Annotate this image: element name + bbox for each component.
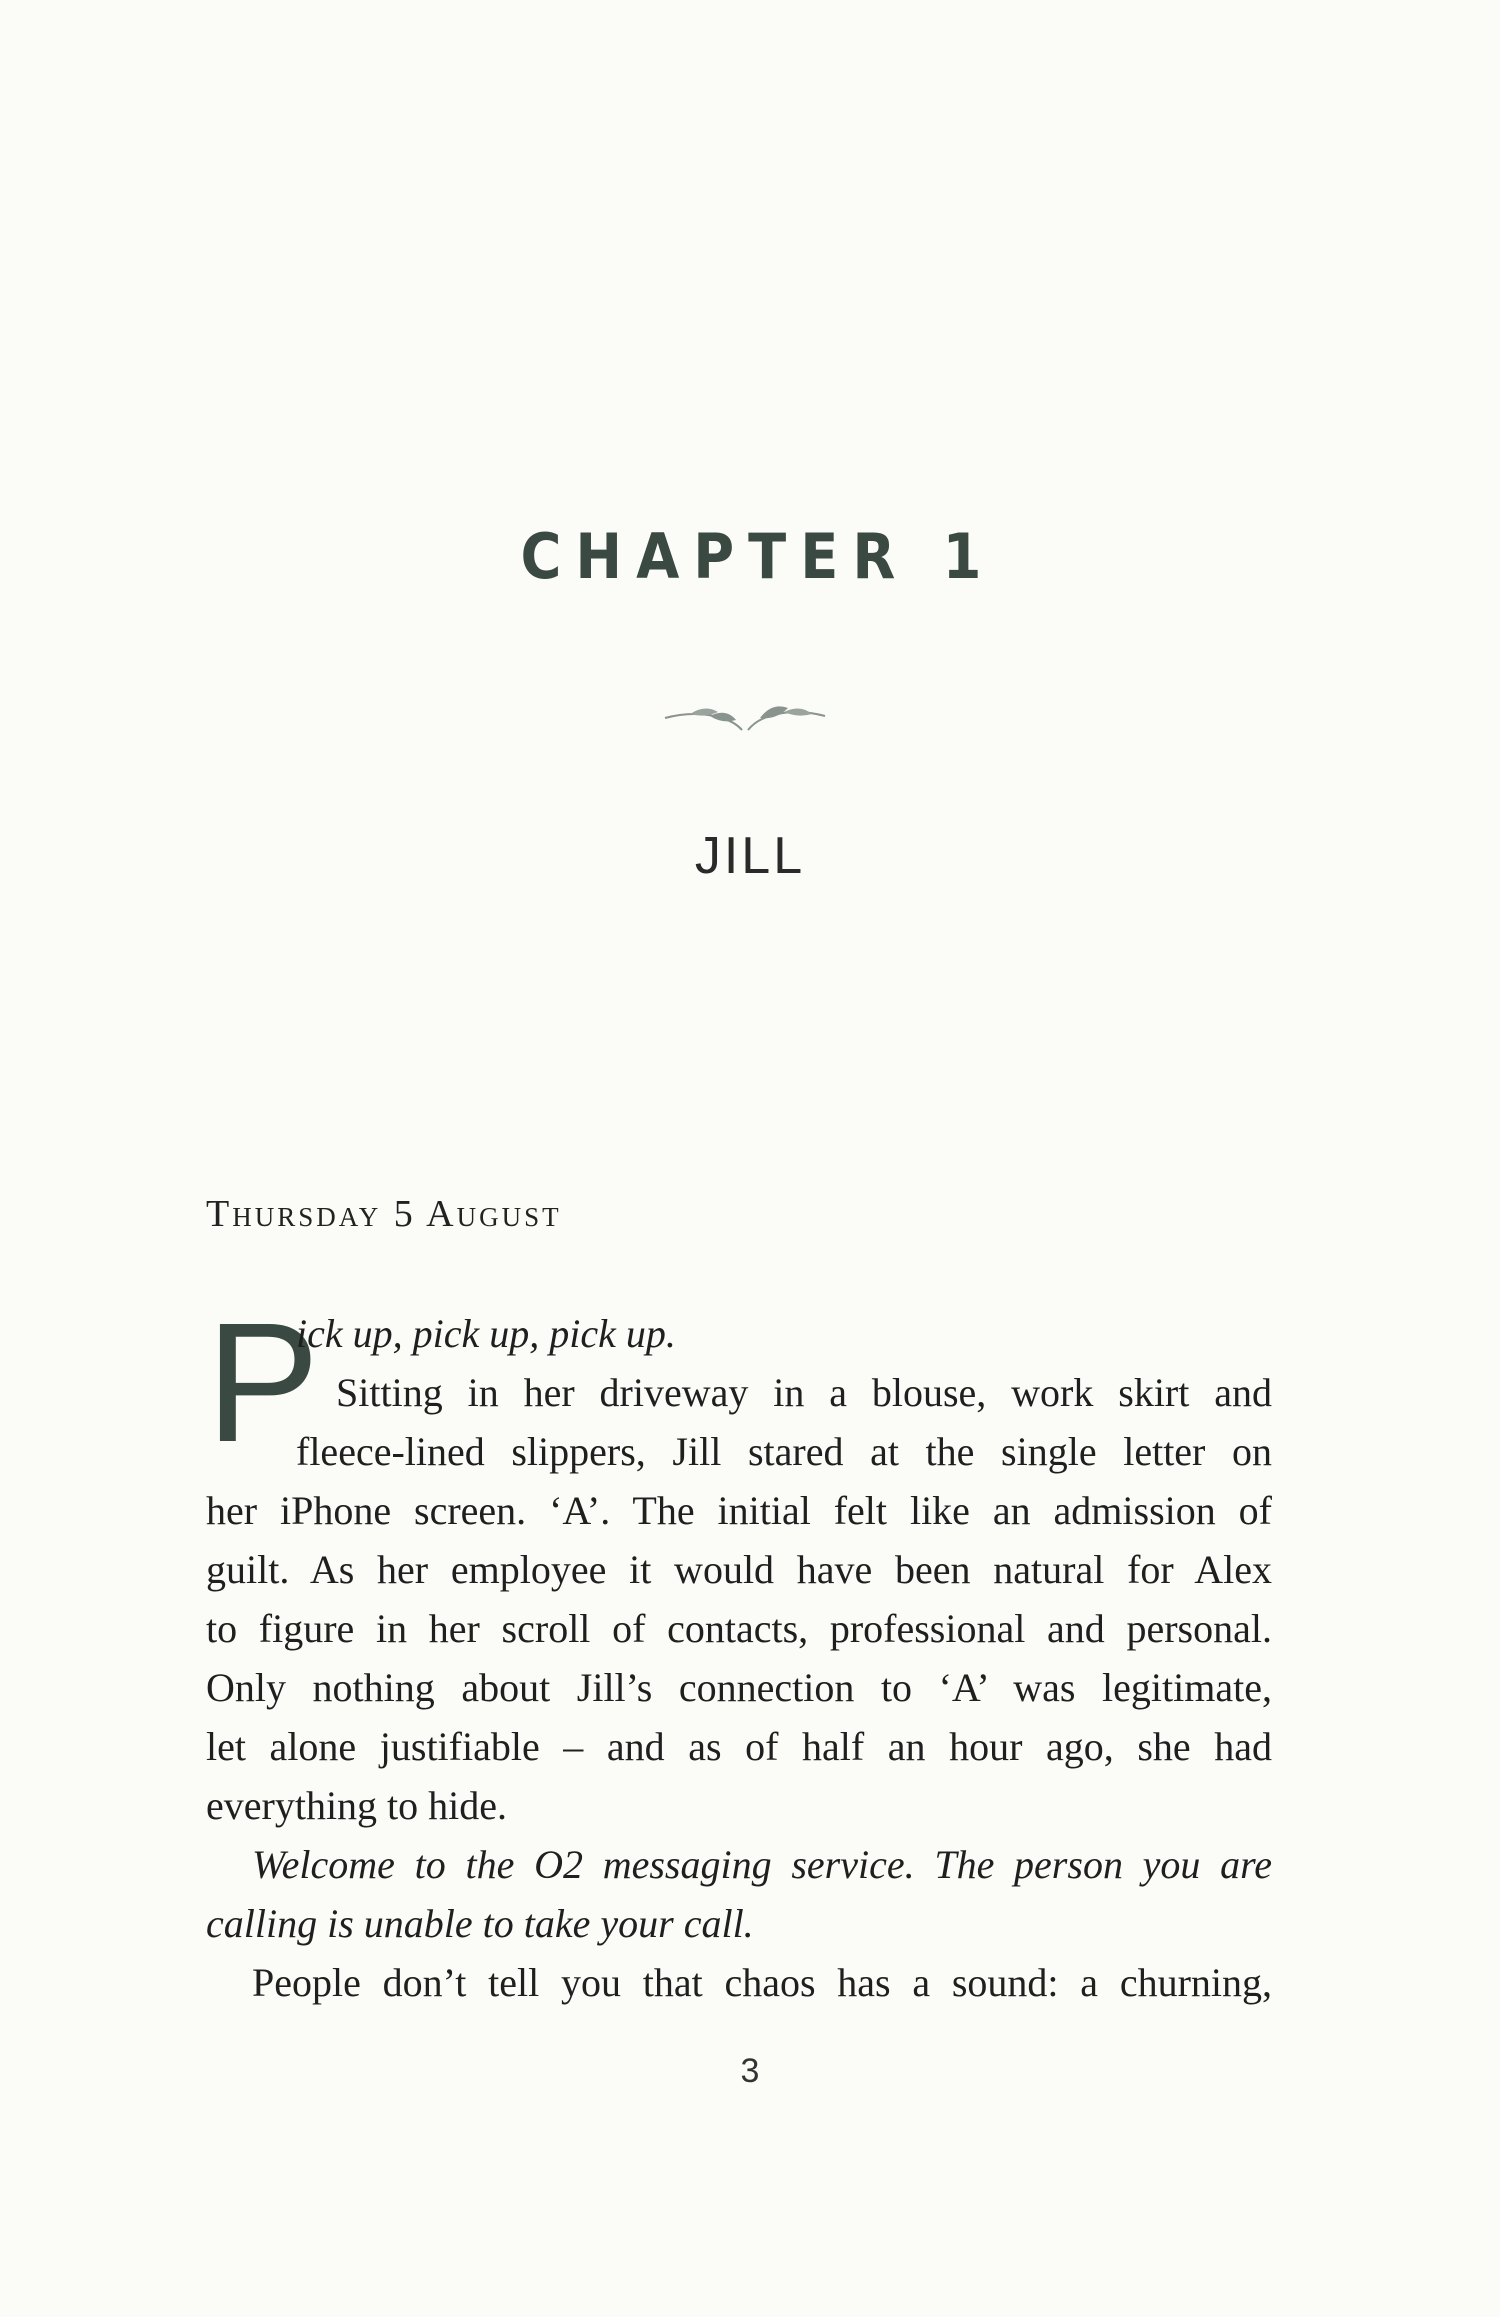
page-number: 3 xyxy=(740,2052,760,2090)
text-line: fleece-lined slippers, Jill stared at the single letter on xyxy=(296,1429,1272,1474)
text-line: calling is unable to take your call. xyxy=(206,1901,754,1946)
text-line: ick up, pick up, pick up. xyxy=(296,1311,676,1356)
text-line: Welcome to the O2 messaging service. The person you are xyxy=(252,1842,1272,1887)
text-line: Only nothing about Jill’s connection to ‘A’ was legitimate, xyxy=(206,1665,1272,1710)
text-line: Sitting in her driveway in a blouse, work skirt and xyxy=(336,1370,1272,1415)
chapter-heading: CHAPTER 1 xyxy=(520,520,996,593)
text-line: everything to hide. xyxy=(206,1783,508,1828)
drop-cap: P xyxy=(206,1288,320,1478)
text-line: guilt. As her employee it would have been natural for Alex xyxy=(206,1547,1272,1592)
text-line: to figure in her scroll of contacts, professional and personal. xyxy=(206,1606,1272,1651)
text-line: People don’t tell you that chaos has a sound: a churning, xyxy=(252,1960,1272,2005)
dateline: Thursday 5 August xyxy=(206,1193,562,1235)
text-line: let alone justifiable – and as of half an hour ago, she had xyxy=(206,1724,1272,1769)
pov-character-name: JILL xyxy=(694,827,806,885)
leaf-ornament-icon xyxy=(660,690,830,740)
text-line: her iPhone screen. ‘A’. The initial felt like an admission of xyxy=(206,1488,1272,1533)
